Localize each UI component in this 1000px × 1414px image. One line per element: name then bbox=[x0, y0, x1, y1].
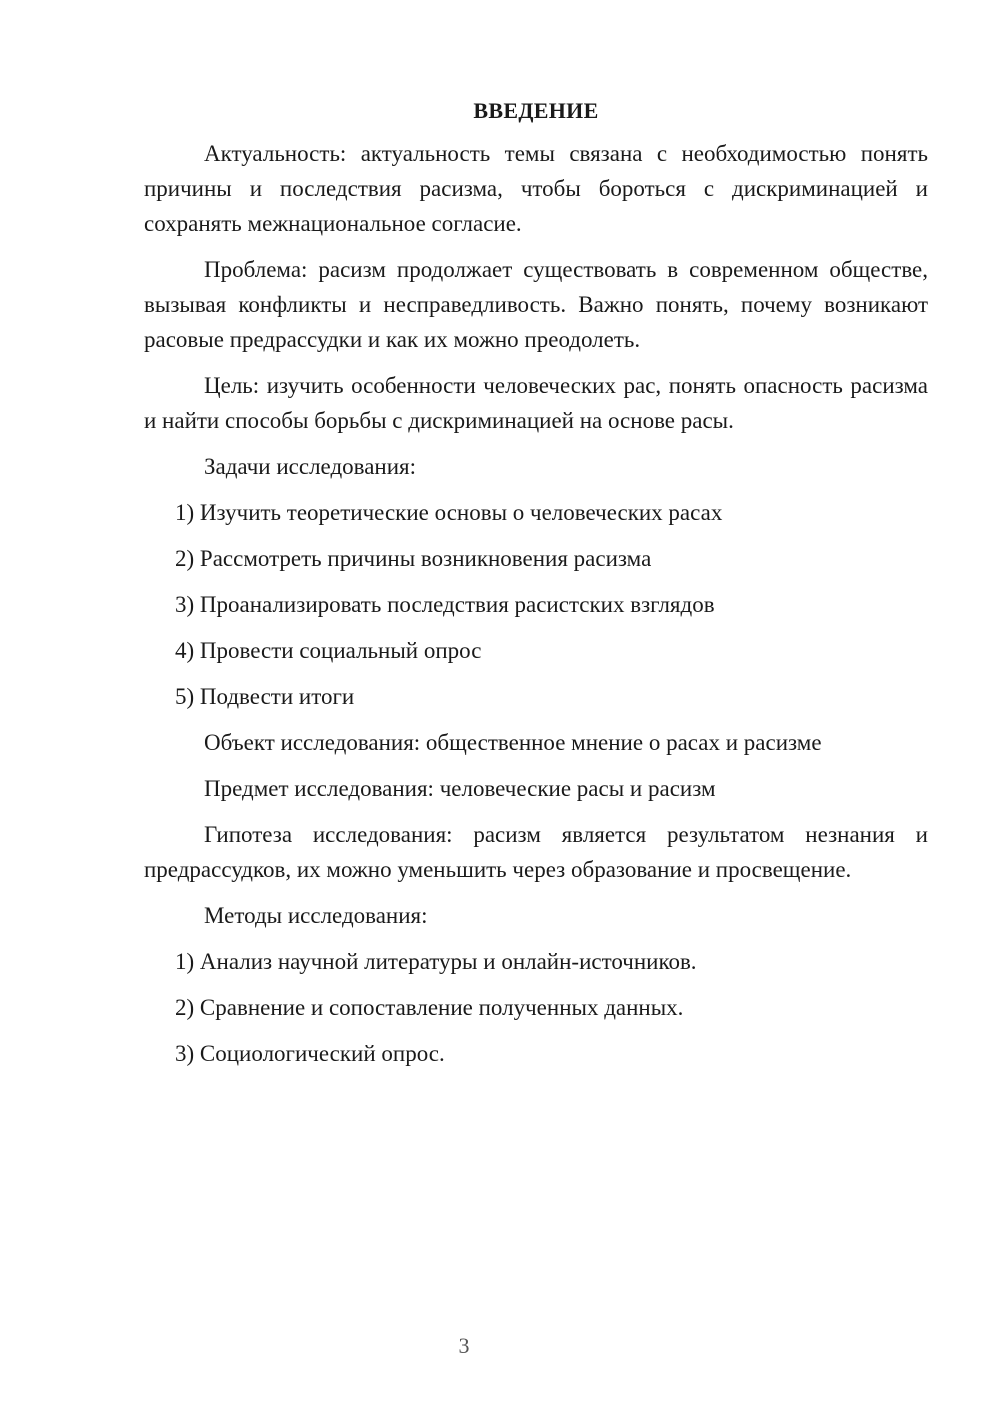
tasks-heading: Задачи исследования: bbox=[204, 454, 417, 479]
relevance-paragraph: Актуальность: актуальность темы связана с необходимостью понять причины и последствия расизма, чтобы бороться с дискриминацией и сохранять межнациональное согласие. bbox=[144, 141, 928, 236]
task-item: 4) Провести социальный опрос bbox=[175, 638, 482, 663]
method-item: 3) Социологический опрос. bbox=[175, 1041, 445, 1066]
method-item: 1) Анализ научной литературы и онлайн-источников. bbox=[175, 949, 697, 974]
subject-paragraph: Предмет исследования: человеческие расы и расизм bbox=[204, 776, 716, 801]
page-content bbox=[144, 96, 928, 1082]
methods-heading: Методы исследования: bbox=[204, 903, 428, 928]
task-item: 5) Подвести итоги bbox=[175, 684, 355, 709]
problem-paragraph: Проблема: расизм продолжает существовать в современном обществе, вызывая конфликты и несправедливость. Важно понять, почему возникают расовые предрассудки и как их можно преодолеть. bbox=[144, 257, 928, 352]
goal-paragraph: Цель: изучить особенности человеческих рас, понять опасность расизма и найти способы борьбы с дискриминацией на основе расы. bbox=[144, 373, 928, 433]
method-item: 2) Сравнение и сопоставление полученных данных. bbox=[175, 995, 684, 1020]
page-title: ВВЕДЕНИЕ bbox=[473, 98, 599, 123]
hypothesis-paragraph: Гипотеза исследования: расизм является результатом незнания и предрассудков, их можно уменьшить через образование и просвещение. bbox=[144, 822, 928, 882]
task-item: 2) Рассмотреть причины возникновения расизма bbox=[175, 546, 652, 571]
page-number: 3 bbox=[458, 1333, 470, 1358]
task-item: 3) Проанализировать последствия расистских взглядов bbox=[175, 592, 715, 617]
object-paragraph: Объект исследования: общественное мнение о расах и расизме bbox=[204, 730, 822, 755]
task-item: 1) Изучить теоретические основы о человеческих расах bbox=[175, 500, 723, 525]
